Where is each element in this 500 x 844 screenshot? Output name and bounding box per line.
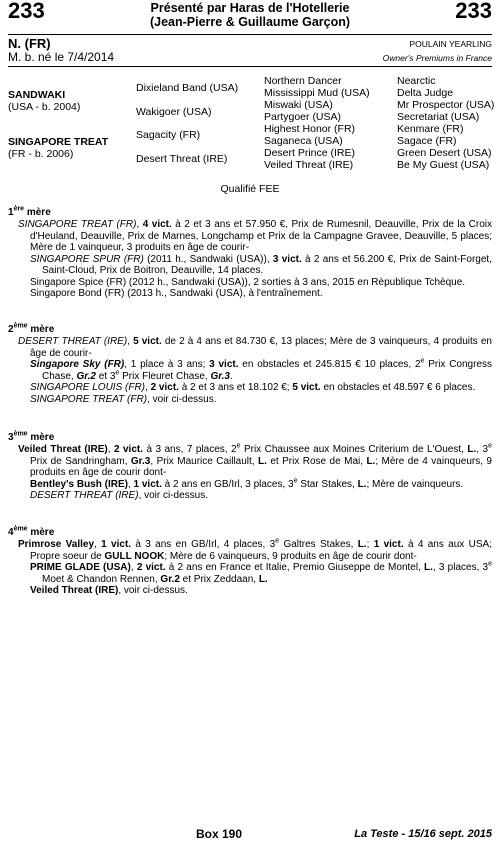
pedigree-gen4-item: Be My Guest (USA)	[397, 159, 490, 171]
pedigree-gen3-item: Highest Honor (FR)	[264, 123, 356, 135]
pedigree-gen2-item: Dixieland Band (USA)	[136, 82, 239, 94]
sale-location: La Teste - 15/16 sept. 2015	[354, 828, 492, 840]
header-rule-top	[8, 34, 492, 35]
dam1-paragraph: SINGAPORE TREAT (FR), 4 vict. à 2 et 3 ans et 57.950 €, Prix de Rumesnil, Deauville, Prix de la Croix d'Heuland, Deauville, Prix de Marnes, Longchamp et Prix de la Campagne Gravee, Deauville, 5 places; Mère de 1 vainqueur, 3 produits en âge de courir- SINGAPORE SPUR (FR) (2011 h., Sandwaki (USA)), 3 vict. à 2 ans et 56.200 €, Prix de Saint-Forget, Saint-Cloud, Prix de Boitron, Deauville, 14 places. Singapore Spice (FR) (2012 h., Sandwaki (USA)), 2 sorties à 3 ans, 2015 en Rèpublique Tchèque. Singapore Bond (FR) (2013 h., Sandwaki (USA), à l'entraînement.	[18, 219, 493, 299]
dam-name: SINGAPORE TREAT	[8, 136, 109, 148]
section-heading-dam3: 3ème mère	[8, 430, 55, 443]
owners-premium: Owner's Premiums in France	[382, 53, 492, 63]
pedigree-gen4-item: Nearctic	[397, 75, 436, 87]
dam4-paragraph: Primrose Valley, 1 vict. à 3 ans en GB/Irl, 4 places, 3e Galtres Stakes, L.; 1 vict. à 4 ans aux USA; Propre soeur de GULL NOOK; Mère de 6 vainqueurs, 9 produits en âge de courir dont- PRIME GLADE (USA), 2 vict. à 2 ans en France et Italie, Premio Giuseppe de Montel, L., 3 places, 3e Moet & Chandon Rennen, Gr.2 et Prix Zeddaan, L. Veiled Threat (IRE), voir ci-dessus.	[18, 537, 493, 596]
sire-detail: (USA - b. 2004)	[8, 101, 81, 113]
consignor-title: Présenté par Haras de l'Hotellerie	[150, 1, 350, 15]
dam3-paragraph: Veiled Threat (IRE), 2 vict. à 3 ans, 7 places, 2e Prix Chaussee aux Moines Criterium de L'Ouest, L., 3e Prix de Sandringham, Gr.3, Prix Maurice Caillault, L. et Prix Rose de Mai, L.; Mère de 4 vainqueurs, 9 produits en âge de courir dont- Bentley's Bush (IRE), 1 vict. à 2 ans en GB/Irl, 3 places, 3e Star Stakes, L.; Mère de vainqueurs. DESERT THREAT (IRE), voir ci-dessus.	[18, 442, 492, 501]
pedigree-gen3-item: Mississippi Mud (USA)	[264, 87, 370, 99]
dam2-paragraph: DESERT THREAT (IRE), 5 vict. de 2 à 4 ans et 84.730 €, 13 places; Mère de 3 vainqueurs, 4 produits en âge de courir- Singapore Sky (FR), 1 place à 3 ans; 3 vict. en obstacles et 245.815 € 10 places, 2e Prix Congress Chase, Gr.2 et 3e Prix Fleuret Chase, Gr.3. SINGAPORE LOUIS (FR), 2 vict. à 2 et 3 ans et 18.102 €; 5 vict. en obstacles et 48.597 € 6 places. SINGAPORE TREAT (FR), voir ci-dessus.	[18, 336, 492, 405]
pedigree-gen3-item: Northern Dancer	[264, 75, 342, 87]
pedigree-gen2-item: Wakigoer (USA)	[136, 106, 212, 118]
section-heading-dam1: 1ère mère	[8, 205, 51, 218]
lot-number-left: 233	[8, 0, 45, 23]
pedigree-gen2-item: Desert Threat (IRE)	[136, 153, 228, 165]
qualification: Qualifié FEE	[220, 183, 280, 195]
horse-category: POULAIN YEARLING	[409, 39, 492, 49]
pedigree-gen4-item: Kenmare (FR)	[397, 123, 464, 135]
pedigree-gen3-item: Miswaki (USA)	[264, 99, 333, 111]
pedigree-gen4-item: Sagace (FR)	[397, 135, 457, 147]
consignor-subtitle: (Jean-Pierre & Guillaume Garçon)	[149, 15, 351, 29]
horse-description: M. b. né le 7/4/2014	[8, 50, 115, 64]
pedigree-gen3-item: Desert Prince (IRE)	[264, 147, 356, 159]
box-number: Box 190	[196, 827, 243, 841]
lot-number-right: 233	[455, 0, 492, 23]
pedigree-gen3-item: Saganeca (USA)	[264, 135, 343, 147]
pedigree-gen2-item: Sagacity (FR)	[136, 129, 201, 141]
pedigree-gen3-item: Partygoer (USA)	[264, 111, 342, 123]
section-heading-dam2: 2ème mère	[8, 322, 55, 335]
pedigree-gen4-item: Green Desert (USA)	[397, 147, 492, 159]
section-heading-dam4: 4ème mère	[8, 525, 55, 538]
dam-detail: (FR - b. 2006)	[8, 148, 74, 160]
pedigree-gen4-item: Secretariat (USA)	[397, 111, 480, 123]
sire-name: SANDWAKI	[8, 89, 66, 101]
header-rule-bottom	[8, 66, 492, 67]
pedigree-gen3-item: Veiled Threat (IRE)	[264, 159, 354, 171]
horse-name: N. (FR)	[8, 36, 51, 51]
pedigree-gen4-item: Mr Prospector (USA)	[397, 99, 495, 111]
pedigree-gen4-item: Delta Judge	[397, 87, 454, 99]
